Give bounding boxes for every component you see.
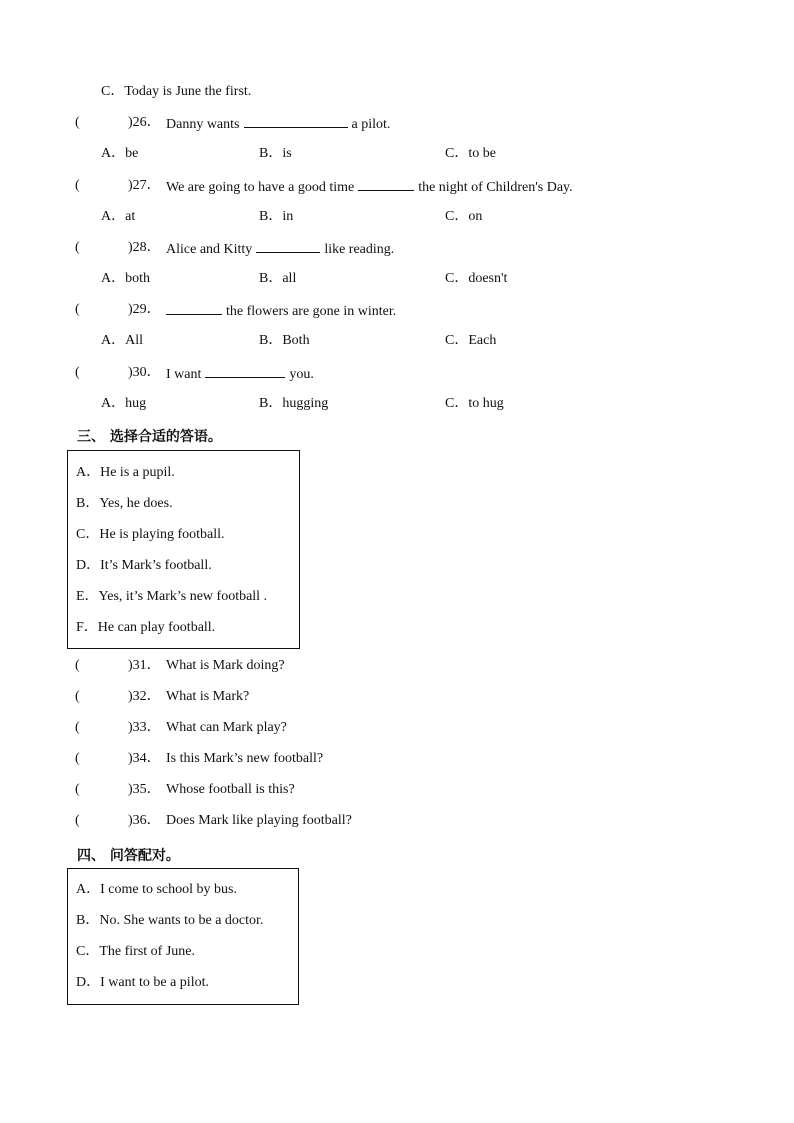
option-c: C．Each bbox=[445, 333, 497, 348]
answer-option: C．He is playing football. bbox=[76, 527, 225, 542]
question-number: )27． bbox=[128, 178, 161, 193]
answer-paren: ( bbox=[75, 115, 80, 130]
answer-paren: ( bbox=[75, 658, 80, 673]
question-text-after-blank: a pilot. bbox=[351, 117, 391, 132]
answer-option: D．It’s Mark’s football. bbox=[76, 558, 212, 573]
answer-option: E．Yes, it’s Mark’s new football . bbox=[76, 589, 268, 604]
question-text bbox=[166, 239, 394, 259]
question-number: )29． bbox=[128, 302, 161, 317]
fill-in-blank bbox=[166, 301, 222, 315]
question-text: What is Mark doing? bbox=[166, 658, 285, 673]
section3-answer-box bbox=[67, 450, 300, 649]
answer-option: C．The first of June. bbox=[76, 944, 195, 959]
fill-in-blank bbox=[244, 114, 348, 128]
fill-in-blank bbox=[358, 177, 414, 191]
answer-paren: ( bbox=[75, 365, 80, 380]
answer-paren: ( bbox=[75, 240, 80, 255]
option-c: C．to hug bbox=[445, 396, 504, 411]
question-text: What is Mark? bbox=[166, 689, 250, 704]
option-c: C．on bbox=[445, 209, 483, 224]
question-text-after-blank: like reading. bbox=[324, 242, 395, 257]
answer-option: A．I come to school by bus. bbox=[76, 882, 237, 897]
option-a: A．both bbox=[101, 271, 150, 286]
option-b: B．hugging bbox=[259, 396, 329, 411]
question-text: Whose football is this? bbox=[166, 782, 295, 797]
section4-answer-box bbox=[67, 868, 299, 1005]
question-number: )28． bbox=[128, 240, 161, 255]
question-number: )26． bbox=[128, 115, 161, 130]
option-c: C．doesn't bbox=[445, 271, 508, 286]
question-number: )30． bbox=[128, 365, 161, 380]
question-number: )31． bbox=[128, 658, 161, 673]
option-b: B．is bbox=[259, 146, 292, 161]
question-text-before-blank: I want bbox=[166, 367, 202, 382]
question-text: Does Mark like playing football? bbox=[166, 813, 352, 828]
answer-option: A．He is a pupil. bbox=[76, 465, 175, 480]
question-text-after-blank: the flowers are gone in winter. bbox=[226, 304, 397, 319]
question-text bbox=[166, 301, 396, 321]
answer-paren: ( bbox=[75, 813, 80, 828]
option-c: C．to be bbox=[445, 146, 496, 161]
option-a: A．at bbox=[101, 209, 136, 224]
question-text: Is this Mark’s new football? bbox=[166, 751, 324, 766]
option-a: A．be bbox=[101, 146, 139, 161]
question-text: What can Mark play? bbox=[166, 720, 287, 735]
question-text-before-blank: Danny wants bbox=[166, 117, 240, 132]
answer-paren: ( bbox=[75, 751, 80, 766]
option-b: B．all bbox=[259, 271, 297, 286]
answer-option: F．He can play football. bbox=[76, 620, 216, 635]
fill-in-blank bbox=[256, 239, 320, 253]
question-text-before-blank: Alice and Kitty bbox=[166, 242, 253, 257]
question-number: )36． bbox=[128, 813, 161, 828]
question-number: )34． bbox=[128, 751, 161, 766]
answer-option: D．I want to be a pilot. bbox=[76, 975, 209, 990]
option-b: B．Both bbox=[259, 333, 310, 348]
section3-heading: 三、 选择合适的答语。 bbox=[77, 429, 222, 445]
option-a: A．hug bbox=[101, 396, 147, 411]
question-number: )35． bbox=[128, 782, 161, 797]
question-number: )33． bbox=[128, 720, 161, 735]
option-b: B．in bbox=[259, 209, 294, 224]
question-text-after-blank: you. bbox=[289, 367, 314, 382]
section4-heading: 四、 问答配对。 bbox=[77, 848, 180, 864]
question-number: )32． bbox=[128, 689, 161, 704]
question-text bbox=[166, 364, 314, 384]
answer-paren: ( bbox=[75, 302, 80, 317]
question-text-after-blank: the night of Children's Day. bbox=[418, 180, 573, 195]
answer-paren: ( bbox=[75, 178, 80, 193]
answer-option: B．No. She wants to be a doctor. bbox=[76, 913, 264, 928]
answer-paren: ( bbox=[75, 782, 80, 797]
answer-paren: ( bbox=[75, 720, 80, 735]
answer-option: B．Yes, he does. bbox=[76, 496, 173, 511]
question-text bbox=[166, 177, 573, 197]
option-a: A．All bbox=[101, 333, 143, 348]
carry-over-option: C．Today is June the first. bbox=[101, 84, 252, 99]
fill-in-blank bbox=[205, 364, 285, 378]
question-text-before-blank: We are going to have a good time bbox=[166, 180, 355, 195]
question-text bbox=[166, 114, 390, 134]
answer-paren: ( bbox=[75, 689, 80, 704]
